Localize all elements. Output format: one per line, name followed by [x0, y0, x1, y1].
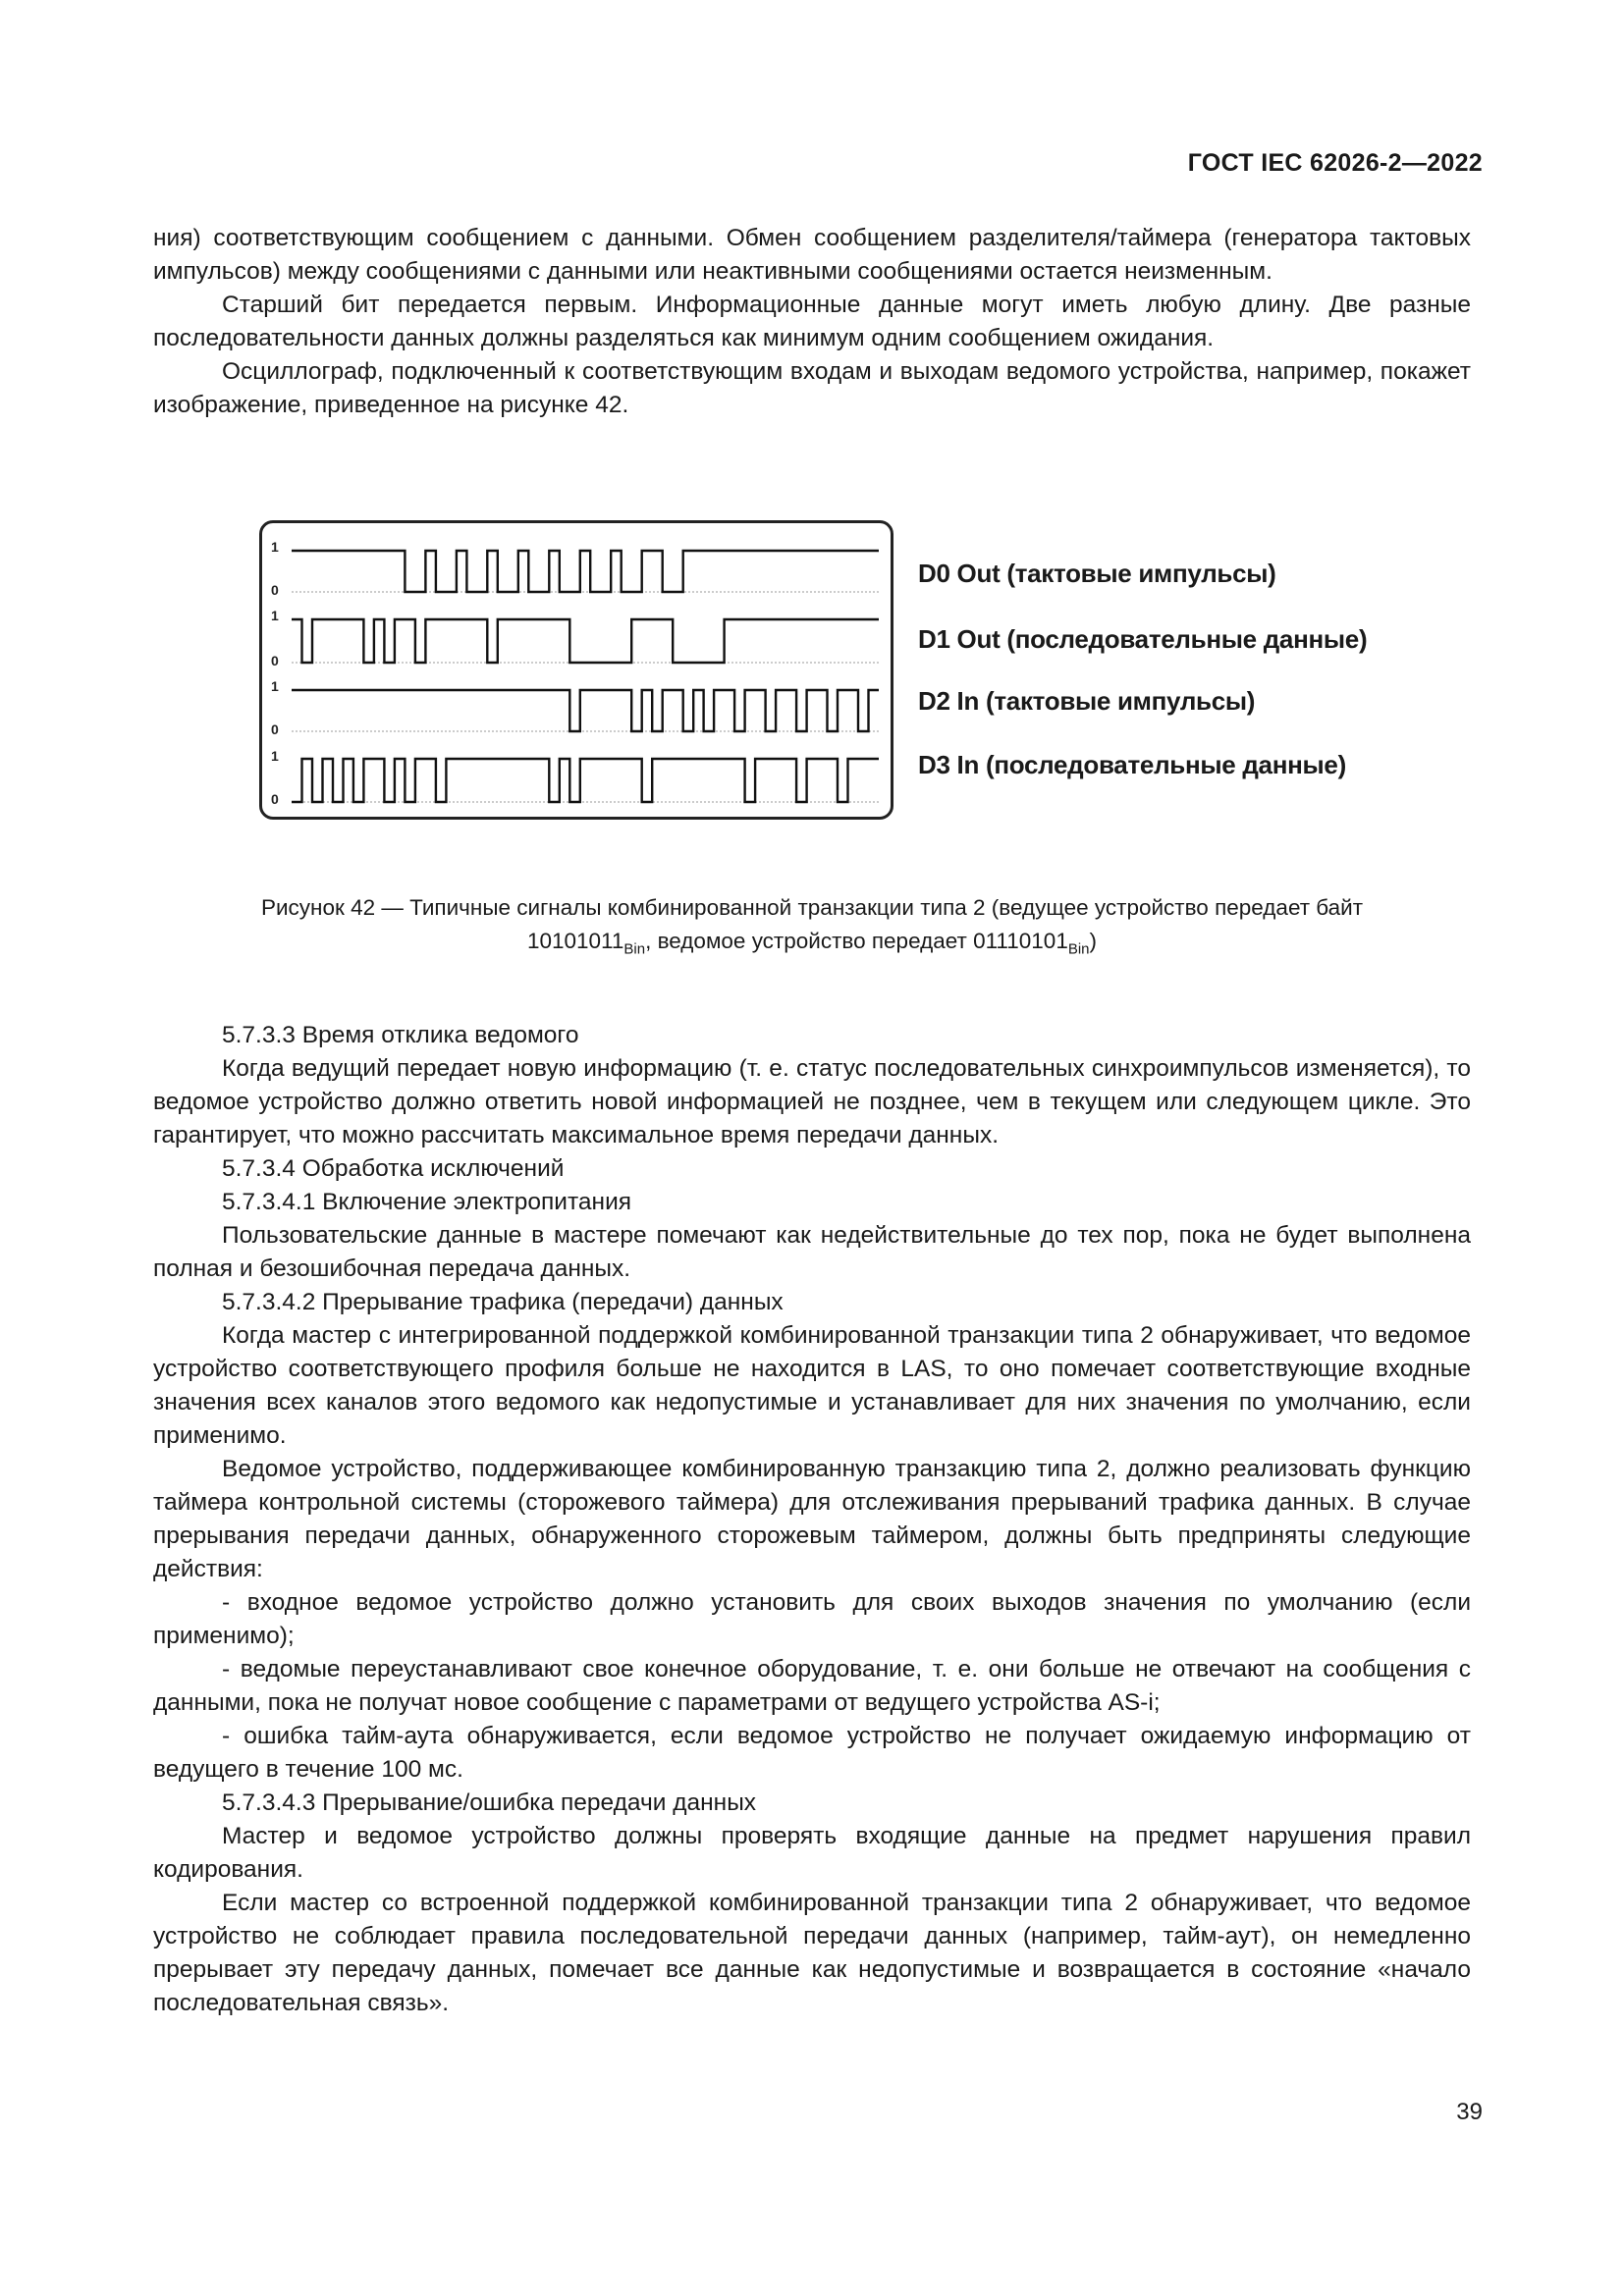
signal-label-d3: D3 In (последовательные данные): [918, 750, 1346, 779]
level-label-high: 1: [271, 748, 279, 764]
text-block-top: [153, 222, 1471, 422]
section-heading: 5.7.3.4.2 Прерывание трафика (передачи) данных: [222, 1289, 784, 1315]
level-label-high: 1: [271, 539, 279, 555]
document-code: ГОСТ IEC 62026-2—2022: [1187, 149, 1483, 177]
section-heading: 5.7.3.4 Обработка исключений: [222, 1155, 565, 1182]
signal-label-d0: D0 Out (тактовые импульсы): [918, 559, 1276, 588]
list-item: - входное ведомое устройство должно установить для своих выходов значения по умолчанию (если применимо);: [153, 1589, 1471, 1649]
oscilloscope-figure: [259, 520, 893, 820]
paragraph: Когда мастер с интегрированной поддержкой комбинированной транзакции типа 2 обнаруживает, что ведомое устройство соответствующего профиля больше не находится в LAS, то оно помечает соответствующие входные значения всех каналов этого ведомого как недопустимые и устанавливает для них значения по умолчанию, если применимо.: [153, 1322, 1471, 1449]
level-label-low: 0: [271, 721, 279, 737]
paragraph: Осциллограф, подключенный к соответствующим входам и выходам ведомого устройства, например, покажет изображение, приведенное на рисунке 42.: [153, 358, 1471, 418]
paragraph: Пользовательские данные в мастере помечают как недействительные до тех пор, пока не будет выполнена полная и безошибочная передача данных.: [153, 1222, 1471, 1282]
waveform-d0: [292, 551, 879, 592]
caption-subscript: Bin: [623, 940, 646, 958]
level-label-low: 0: [271, 791, 279, 807]
level-label-high: 1: [271, 608, 279, 623]
figure-caption: [153, 891, 1471, 967]
caption-mid: , ведомое устройство передает: [645, 929, 974, 953]
section-heading: 5.7.3.4.1 Включение электропитания: [222, 1189, 632, 1215]
signal-label-d2: D2 In (тактовые импульсы): [918, 686, 1256, 716]
paragraph: Когда ведущий передает новую информацию (т. е. статус последовательных синхроимпульсов изменяется), то ведомое устройство должно ответить новой информацией не позднее, чем в текущем или следующем цикле. Это гарантирует, что можно рассчитать максимальное время передачи данных.: [153, 1055, 1471, 1148]
paragraph: Ведомое устройство, поддерживающее комбинированную транзакцию типа 2, должно реализовать функцию таймера контрольной системы (сторожевого таймера) для отслеживания прерываний трафика данных. В случае прерывания передачи данных, обнаруженного сторожевым таймером, должны быть предприняты следующие действия:: [153, 1456, 1471, 1582]
paragraph: Старший бит передается первым. Информационные данные могут иметь любую длину. Две разные последовательности данных должны разделяться как минимум одним сообщением ожидания.: [153, 292, 1471, 351]
caption-master-byte: 10101011: [526, 929, 624, 953]
oscilloscope-traces: [262, 523, 891, 817]
page-number: 39: [1456, 2099, 1483, 2125]
text-block-main: [153, 1019, 1471, 2020]
caption-subscript: Bin: [1067, 940, 1090, 958]
level-label-high: 1: [271, 678, 279, 694]
caption-line1: Рисунок 42 — Типичные сигналы комбинированной транзакции типа 2 (ведущее устройство передает байт: [260, 895, 1364, 920]
caption-end: ): [1089, 929, 1098, 953]
caption-slave-byte: 01110101: [973, 929, 1068, 953]
level-label-low: 0: [271, 653, 279, 668]
section-heading: 5.7.3.3 Время отклика ведомого: [222, 1022, 579, 1048]
signal-label-d1: D1 Out (последовательные данные): [918, 624, 1368, 654]
level-label-low: 0: [271, 582, 279, 598]
paragraph: Мастер и ведомое устройство должны проверять входящие данные на предмет нарушения правил кодирования.: [153, 1823, 1471, 1883]
list-item: - ошибка тайм-аута обнаруживается, если ведомое устройство не получает ожидаемую информацию от ведущего в течение 100 мс.: [153, 1723, 1471, 1783]
waveform-d2: [292, 690, 879, 731]
paragraph: Если мастер со встроенной поддержкой комбинированной транзакции типа 2 обнаруживает, что ведомое устройство не соблюдает правила последовательной передачи данных (например, тайм-аут), он немедленно прерывает эту передачу данных, помечает все данные как недопустимые и возвращается в состояние «начало последовательная связь».: [153, 1890, 1471, 2016]
list-item: - ведомые переустанавливают свое конечное оборудование, т. е. они больше не отвечают на сообщения с данными, пока не получат новое сообщение с параметрами от ведущего устройства AS-i;: [153, 1656, 1471, 1716]
waveform-d1: [292, 619, 879, 663]
paragraph: ния) соответствующим сообщением с данными. Обмен сообщением разделителя/таймера (генератора тактовых импульсов) между сообщениями с данными или неактивными сообщениями остается неизменным.: [153, 225, 1471, 285]
section-heading: 5.7.3.4.3 Прерывание/ошибка передачи данных: [222, 1789, 757, 1816]
waveform-d3: [292, 759, 879, 802]
